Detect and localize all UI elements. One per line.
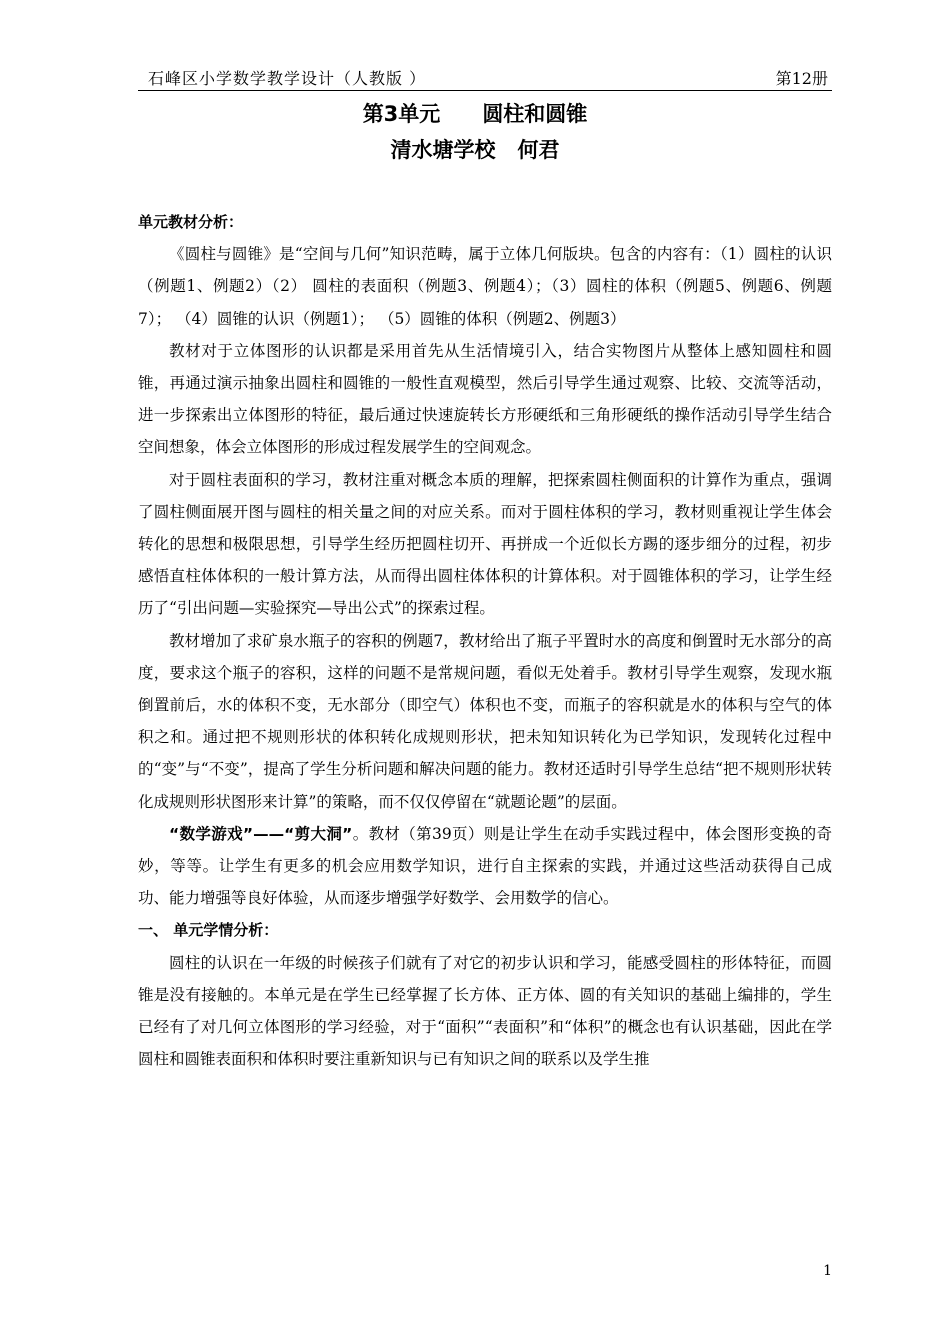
- paragraph: 教材对于立体图形的认识都是采用首先从生活情境引入，结合实物图片从整体上感知圆柱和圆锥，再通过演示抽象出圆柱和圆锥的一般性直观模型，然后引导学生通过观察、比较、交流等活动，进一步探索出立体图形的特征，最后通过快速旋转长方形硬纸和三角形硬纸的操作活动引导学生结合空间想象，体会立体图形的形成过程发展学生的空间观念。: [138, 341, 832, 457]
- section-heading-situation: 一、 单元学情分析：: [138, 921, 279, 940]
- paragraph-text: 。教材（第39页）则是让学生在动手实践过程中，体会图形变换的奇妙，等等。让学生有更多的机会应用数学知识，进行自主探索的实践，并通过这些活动获得自己成功、能力增强等良好体验，从而逐步增强学好数学、会用数学的信心。: [138, 824, 832, 908]
- header-volume: 第12册: [775, 69, 828, 88]
- paragraph: 圆柱的认识在一年级的时候孩子们就有了对它的初步认识和学习，能感受圆柱的形体特征，而圆锥是没有接触的。本单元是在学生已经掌握了长方体、正方体、圆的有关知识的基础上编排的，学生已经有了对几何立体图形的学习经验，对于“面积”“表面积”和“体积”的概念也有认识基础，因此在学圆柱和圆锥表面积和体积时要注重新知识与已有知识之间的联系以及学生推: [138, 953, 832, 1069]
- author-name: 何君: [517, 138, 560, 162]
- paragraph: 教材增加了求矿泉水瓶子的容积的例题7，教材给出了瓶子平置时水的高度和倒置时无水部分的高度，要求这个瓶子的容积，这样的问题不是常规问题，看似无处着手。教材引导学生观察，发现水瓶倒置前后，水的体积不变，无水部分（即空气）体积也不变，而瓶子的容积就是水的体积与空气的体积之和。通过把不规则形状的体积转化成规则形状，把未知知识转化为已学知识，发现转化过程中的“变”与“不变”，提高了学生分析问题和解决问题的能力。教材还适时引导学生总结“把不规则形状转化成规则形状图形来计算”的策略，而不仅仅停留在“就题论题”的层面。: [138, 631, 832, 811]
- school-name: 清水塘学校: [390, 138, 496, 162]
- document-subtitle: [0, 134, 950, 164]
- header-title: 石峰区小学数学教学设计（人教版 ）: [148, 69, 427, 88]
- unit-label: 第3单元: [362, 102, 441, 126]
- math-game-title: “数学游戏”——“剪大洞”: [169, 824, 353, 843]
- section-heading-analysis: 单元教材分析：: [138, 213, 244, 231]
- document-title: [0, 98, 950, 128]
- paragraph: 《圆柱与圆锥》是“空间与几何”知识范畴，属于立体几何版块。包含的内容有：（1）圆柱的认识（例题1、例题2）（2） 圆柱的表面积（例题3、例题4）；（3）圆柱的体积（例题5、例题6、例题7）； （4）圆锥的认识（例题1）； （5）圆锥的体积（例题2、例题3）: [138, 245, 832, 328]
- paragraph: 对于圆柱表面积的学习，教材注重对概念本质的理解，把探索圆柱侧面积的计算作为重点，强调了圆柱侧面展开图与圆柱的相关量之间的对应关系。而对于圆柱体积的学习，教材则重视让学生体会转化的思想和极限思想，引导学生经历把圆柱切开、再拼成一个近似长方踢的逐步细分的过程，初步感悟直柱体体积的一般计算方法，从而得出圆柱体体积的计算体积。对于圆锥体积的学习，让学生经历了“引出问题—实验探究—导出公式”的探索过程。: [138, 470, 832, 618]
- paragraph: [138, 818, 832, 915]
- page-header: [138, 64, 832, 91]
- unit-topic: 圆柱和圆锥: [482, 102, 588, 126]
- page-number: 1: [823, 1263, 832, 1279]
- document-body: [138, 206, 832, 1075]
